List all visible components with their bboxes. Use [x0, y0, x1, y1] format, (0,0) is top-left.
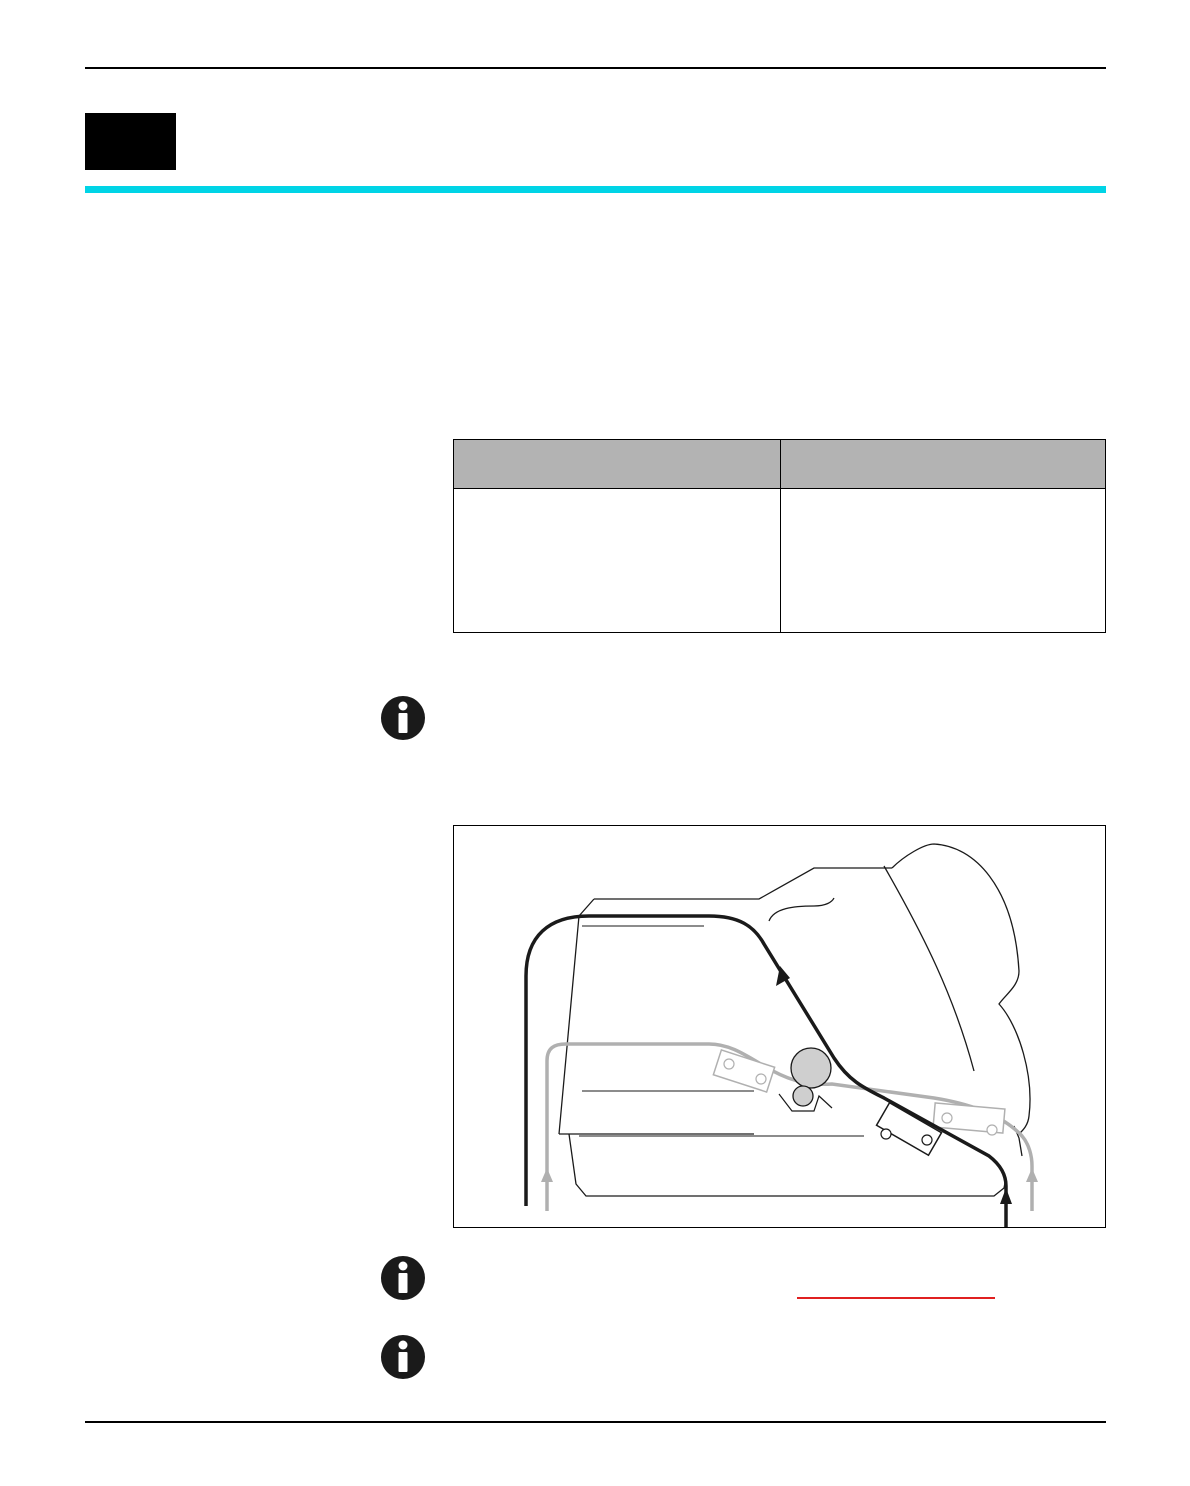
- table-cell: [781, 489, 1106, 633]
- footer-rule: [85, 1421, 1106, 1423]
- chapter-number-box: [85, 113, 176, 170]
- info-icon: [380, 1255, 426, 1301]
- printer-internal-lines: [579, 926, 864, 1136]
- data-table: [453, 439, 1106, 633]
- table-header-cell: [781, 440, 1106, 489]
- info-icon: [380, 1334, 426, 1380]
- info-icon: [380, 695, 426, 741]
- arrow-up-icon: [541, 1168, 553, 1182]
- chapter-accent-bar: [85, 186, 1106, 193]
- arrow-up-icon: [1026, 1168, 1038, 1182]
- cross-reference-link[interactable]: [797, 1297, 995, 1299]
- table-cell: [454, 489, 781, 633]
- table-header-row: [454, 440, 1106, 489]
- table-header-cell: [454, 440, 781, 489]
- printer-outline: [559, 844, 1030, 1196]
- header-rule: [85, 67, 1106, 69]
- paper-path-figure: [453, 825, 1106, 1228]
- paper-path-diagram: [454, 826, 1105, 1227]
- table-row: [454, 489, 1106, 633]
